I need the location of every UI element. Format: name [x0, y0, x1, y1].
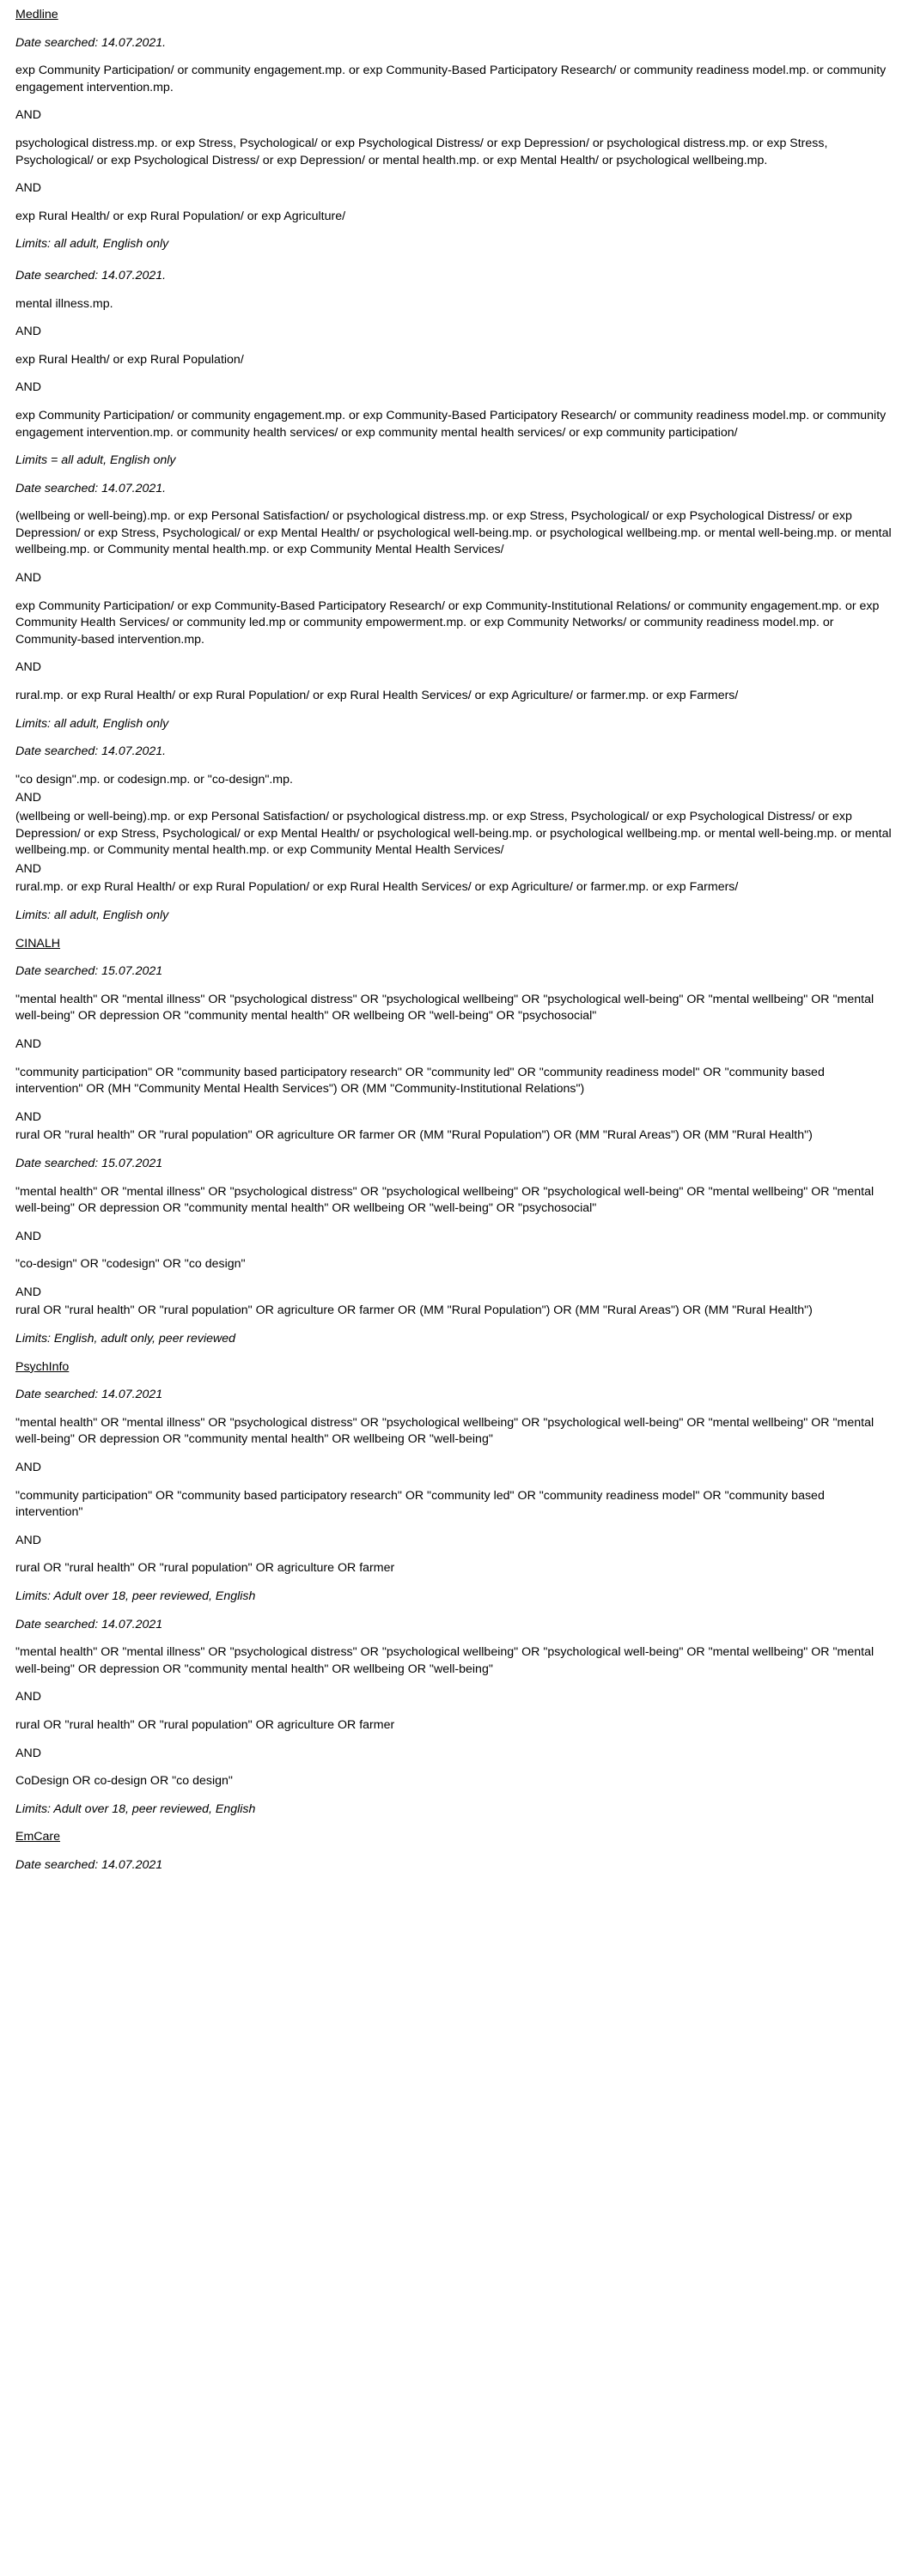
- limits-line: Limits: Adult over 18, peer reviewed, English: [15, 1801, 256, 1816]
- search-query-line: rural.mp. or exp Rural Health/ or exp Rural Population/ or exp Rural Health Services/ or exp Agriculture/ or farmer.mp. or exp Farmers/: [15, 689, 739, 703]
- boolean-operator: AND: [15, 325, 41, 339]
- search-query-line: exp Rural Health/ or exp Rural Population/ or exp Agriculture/: [15, 209, 346, 223]
- boolean-operator: AND: [15, 1746, 41, 1760]
- date-searched-line: Date searched: 14.07.2021.: [15, 481, 167, 495]
- boolean-operator: AND: [15, 108, 41, 123]
- search-query-line: "mental health" OR "mental illness" OR "psychological distress" OR "psychological wellbeing" OR "psychological well-being" OR "mental wellbeing" OR "mental well-being" OR depression OR "community mental health" OR wellbeing OR "well-being": [15, 1645, 874, 1676]
- limits-line: Limits: Adult over 18, peer reviewed, English: [15, 1589, 256, 1603]
- boolean-operator: AND: [15, 1229, 41, 1243]
- boolean-operator: AND: [15, 571, 41, 586]
- boolean-operator: AND: [15, 1690, 41, 1704]
- boolean-operator: AND: [15, 181, 41, 196]
- date-searched-line: Date searched: 14.07.2021: [15, 1388, 163, 1402]
- limits-line: Limits = all adult, English only: [15, 453, 176, 468]
- search-query-line: exp Community Participation/ or exp Community-Based Participatory Research/ or exp Community-Institutional Relations/ or community engagement.mp. or exp Community Health Services/ or community led.mp or community empowerment.mp. or exp Community Networks/ or community readiness model.mp. or Community-based intervention.mp.: [15, 598, 880, 647]
- database-heading: CINALH: [15, 936, 61, 951]
- search-query-line: psychological distress.mp. or exp Stress, Psychological/ or exp Psychological Distress/ or exp Depression/ or psychological distress.mp. or exp Stress, Psychological/ or exp Psychological Distress/ or exp Depression/ or mental health.mp. or exp Mental Health/ or psychological wellbeing.mp.: [15, 136, 828, 167]
- limits-line: Limits: all adult, English only: [15, 237, 169, 252]
- search-query-line: exp Rural Health/ or exp Rural Population/: [15, 352, 244, 367]
- search-query-line: exp Community Participation/ or community engagement.mp. or exp Community-Based Participatory Research/ or community readiness model.mp. or community engagement intervention.mp.: [15, 64, 887, 94]
- database-heading: EmCare: [15, 1830, 61, 1844]
- search-query-line: rural OR "rural health" OR "rural population" OR agriculture OR farmer: [15, 1717, 395, 1732]
- boolean-operator: AND: [15, 1109, 41, 1124]
- boolean-operator: AND: [15, 380, 41, 395]
- search-query-line: "mental health" OR "mental illness" OR "psychological distress" OR "psychological wellbeing" OR "psychological well-being" OR "mental wellbeing" OR "mental well-being" OR depression OR "community mental health" OR wellbeing OR "well-being": [15, 1415, 874, 1447]
- boolean-operator: AND: [15, 1285, 41, 1299]
- search-query-line: (wellbeing or well-being).mp. or exp Personal Satisfaction/ or psychological distress.mp. or exp Stress, Psychological/ or exp Psychological Distress/ or exp Depression/ or exp Stress, Psychological/ or exp Mental Health/ or psychological well-being.mp. or psychological wellbeing.mp. or mental well-being.mp. or mental wellbeing.mp. or Community mental health.mp. or exp Community Mental Health Services/: [15, 509, 892, 557]
- search-query-line: mental illness.mp.: [15, 296, 113, 311]
- database-heading: PsychInfo: [15, 1359, 70, 1374]
- search-query-line: "co design".mp. or codesign.mp. or "co-design".mp.: [15, 772, 293, 787]
- search-query-line: "co-design" OR "codesign" OR "co design": [15, 1257, 246, 1272]
- search-query-line: "mental health" OR "mental illness" OR "psychological distress" OR "psychological wellbeing" OR "psychological well-being" OR "mental wellbeing" OR "mental well-being" OR depression OR "community mental health" OR wellbeing OR "well-being" OR "psychosocial": [15, 1184, 874, 1216]
- date-searched-line: Date searched: 14.07.2021: [15, 1857, 163, 1872]
- date-searched-line: Date searched: 15.07.2021: [15, 964, 163, 979]
- search-query-line: exp Community Participation/ or community engagement.mp. or exp Community-Based Participatory Research/ or community readiness model.mp. or community engagement intervention.mp. or community health services/ or exp community mental health services/ or exp community participation/: [15, 408, 887, 440]
- search-query-line: rural OR "rural health" OR "rural population" OR agriculture OR farmer: [15, 1561, 395, 1576]
- boolean-operator: AND: [15, 1533, 41, 1547]
- date-searched-line: Date searched: 15.07.2021: [15, 1156, 163, 1170]
- search-query-line: (wellbeing or well-being).mp. or exp Personal Satisfaction/ or psychological distress.mp. or exp Stress, Psychological/ or exp Psychological Distress/ or exp Depression/ or exp Stress, Psychological/ or exp Mental Health/ or psychological well-being.mp. or psychological wellbeing.mp. or mental well-being.mp. or mental wellbeing.mp. or Community mental health.mp. or exp Community Mental Health Services/: [15, 810, 892, 858]
- search-query-line: rural.mp. or exp Rural Health/ or exp Rural Population/ or exp Rural Health Services/ or exp Agriculture/ or farmer.mp. or exp Farmers/: [15, 880, 739, 895]
- boolean-operator: AND: [15, 1036, 41, 1051]
- boolean-operator: AND: [15, 660, 41, 675]
- boolean-operator: AND: [15, 861, 41, 876]
- date-searched-line: Date searched: 14.07.2021: [15, 1617, 163, 1631]
- limits-line: Limits: all adult, English only: [15, 908, 169, 922]
- boolean-operator: AND: [15, 1461, 41, 1475]
- date-searched-line: Date searched: 14.07.2021.: [15, 744, 167, 759]
- search-query-line: rural OR "rural health" OR "rural population" OR agriculture OR farmer OR (MM "Rural Population") OR (MM "Rural Areas") OR (MM "Rural Health"): [15, 1303, 813, 1318]
- search-query-line: "community participation" OR "community based participatory research" OR "community led" OR "community readiness model" OR "community based intervention": [15, 1488, 825, 1520]
- search-query-line: "mental health" OR "mental illness" OR "psychological distress" OR "psychological wellbeing" OR "psychological well-being" OR "mental wellbeing" OR "mental well-being" OR depression OR "community mental health" OR wellbeing OR "well-being" OR "psychosocial": [15, 992, 874, 1024]
- date-searched-line: Date searched: 14.07.2021.: [15, 268, 167, 283]
- limits-line: Limits: all adult, English only: [15, 716, 169, 731]
- search-query-line: rural OR "rural health" OR "rural population" OR agriculture OR farmer OR (MM "Rural Population") OR (MM "Rural Areas") OR (MM "Rural Health"): [15, 1128, 813, 1143]
- boolean-operator: AND: [15, 791, 41, 805]
- search-query-line: "community participation" OR "community based participatory research" OR "community led" OR "community readiness model" OR "community based intervention" OR (MH "Community Mental Health Services") OR (MM "Community-Institutional Relations"): [15, 1065, 825, 1097]
- search-query-line: CoDesign OR co-design OR "co design": [15, 1774, 233, 1789]
- date-searched-line: Date searched: 14.07.2021.: [15, 35, 167, 50]
- database-heading: Medline: [15, 8, 58, 21]
- limits-line: Limits: English, adult only, peer reviewed: [15, 1332, 236, 1346]
